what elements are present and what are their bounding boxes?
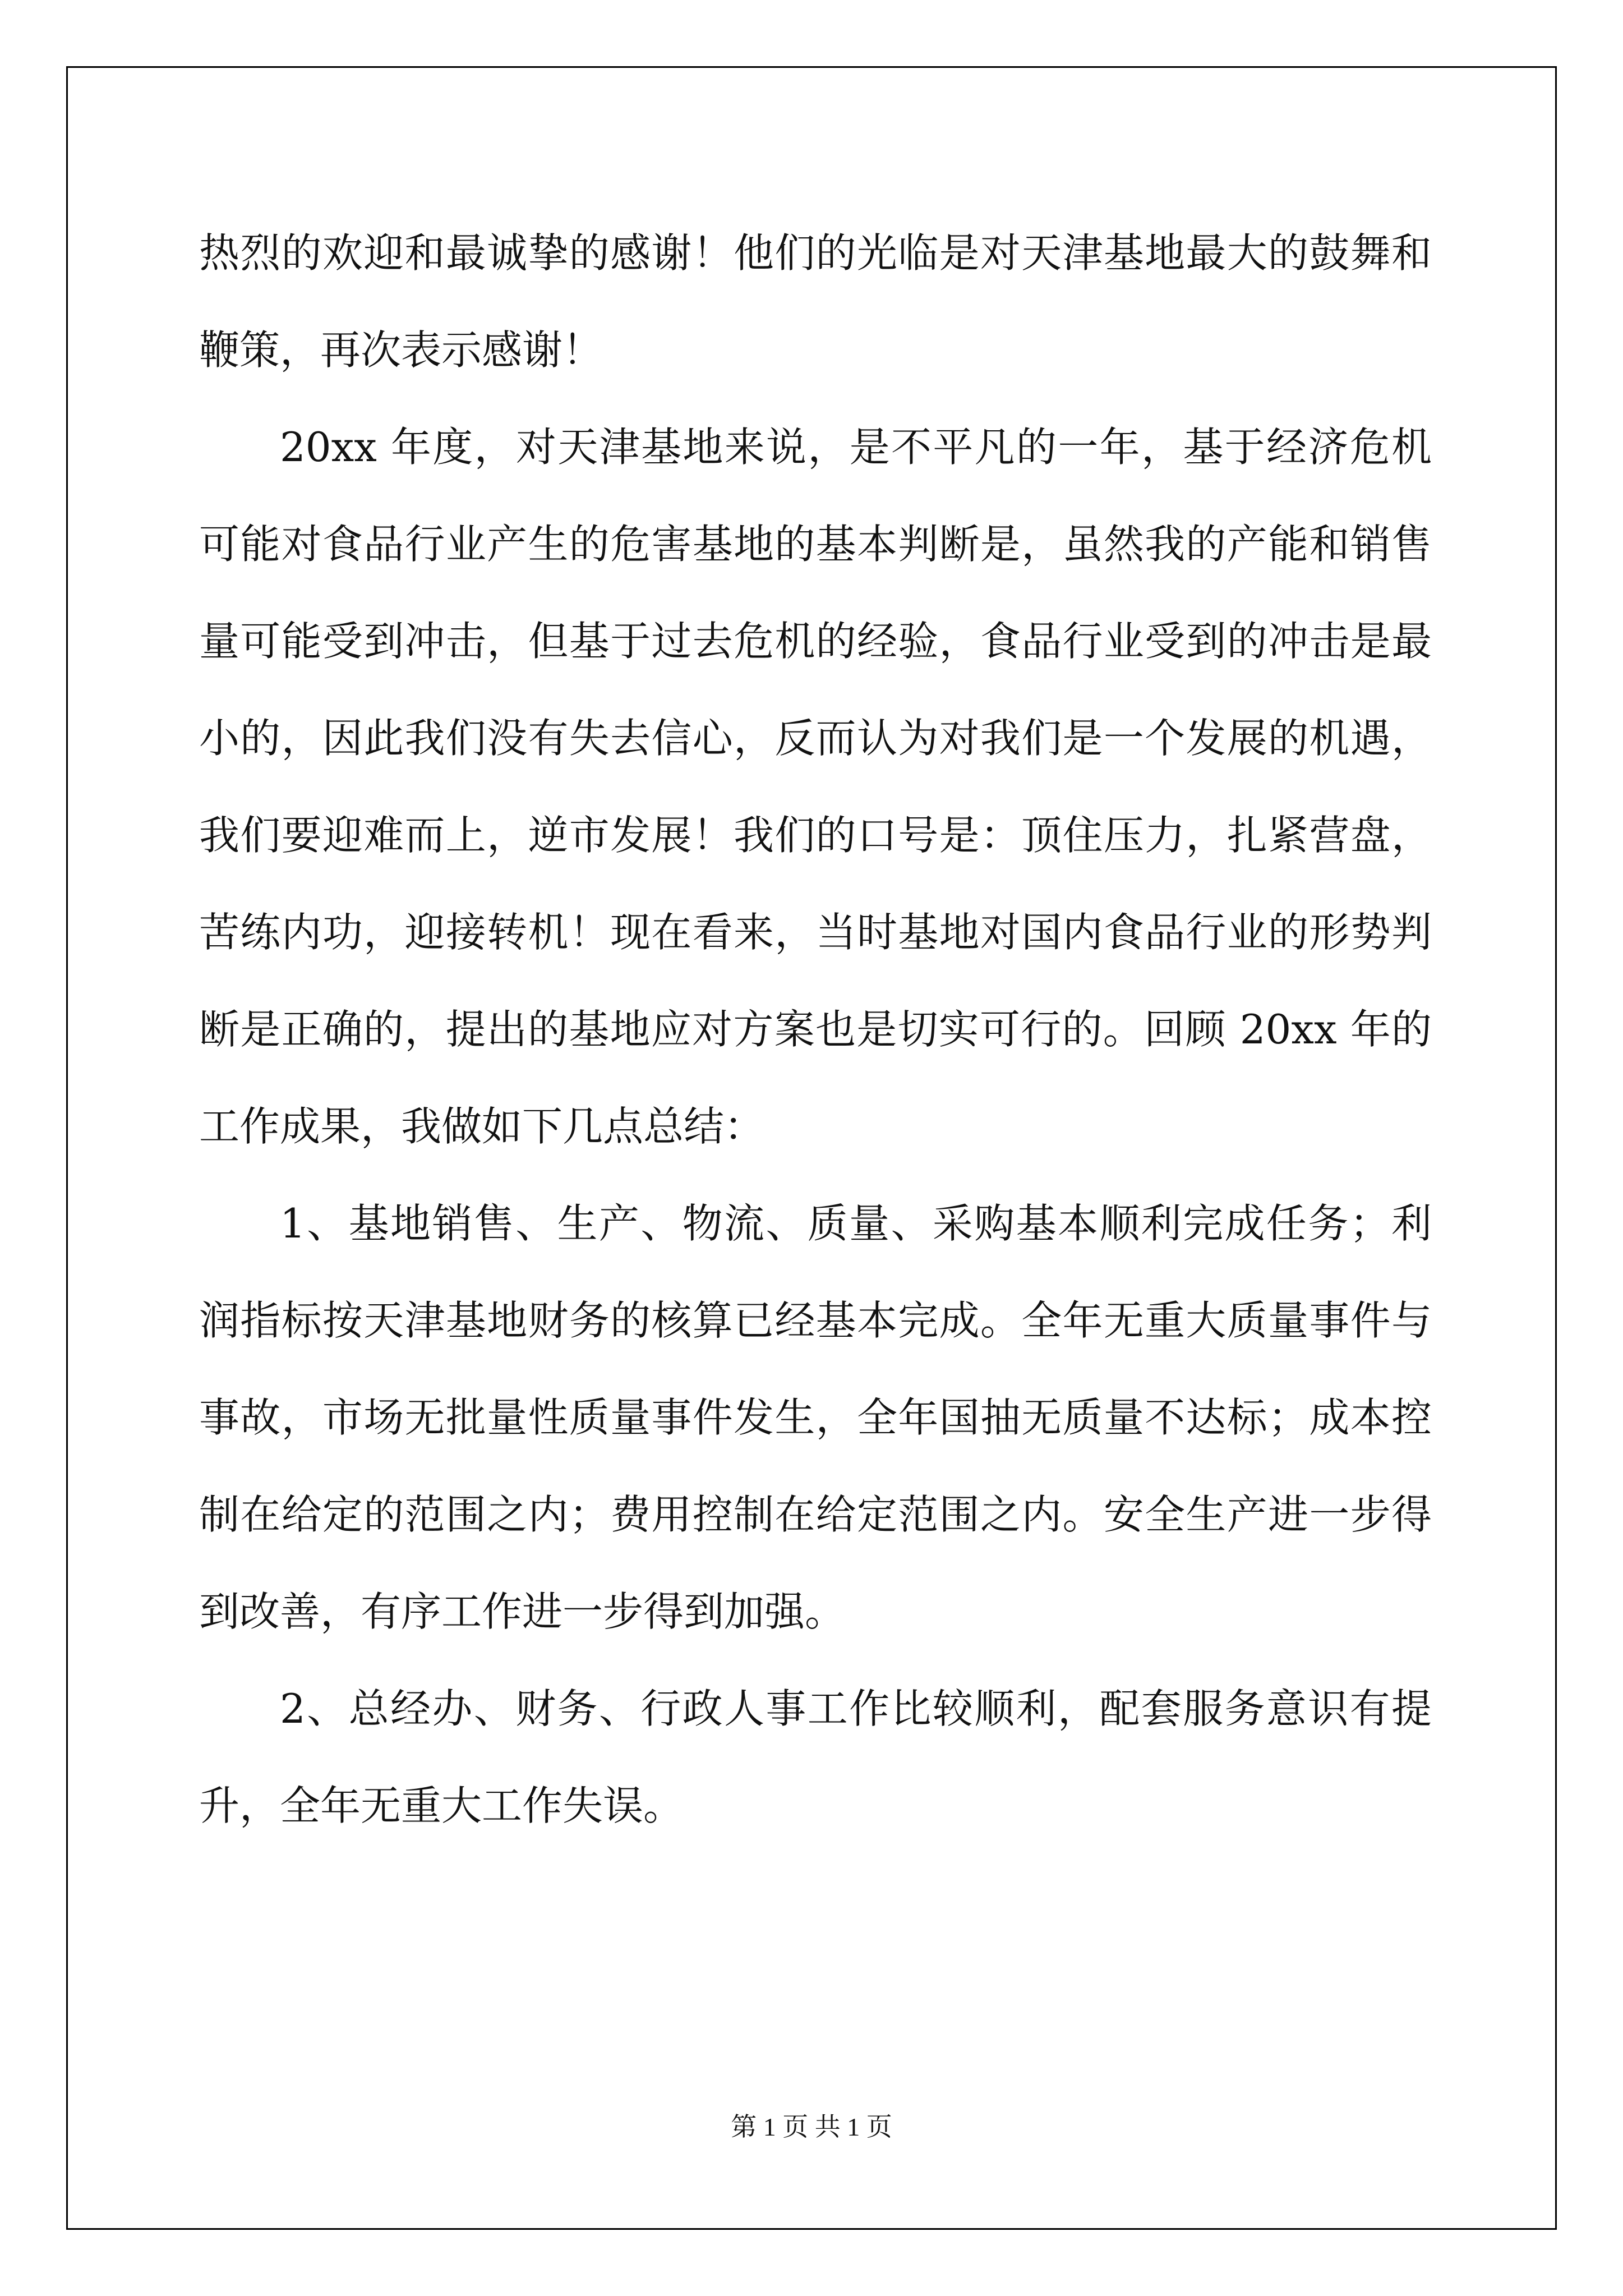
paragraph-annual-overview: 20xx 年度，对天津基地来说，是不平凡的一年，基于经济危机可能对食品行业产生的危害基地的基本判断是，虽然我的产能和销售量可能受到冲击，但基于过去危机的经验，食品行业受到的冲击是最小的，因此我们没有失去信心，反而认为对我们是一个发展的机遇，我们要迎难而上，逆市发展！我们的口号是：顶住压力，扎紧营盘，苦练内功，迎接转机！现在看来，当时基地对国内食品行业的形势判断是正确的，提出的基地应对方案也是切实可行的。回顾 20xx 年的工作成果，我做如下几点总结： — [199, 424, 1432, 1150]
paragraph-continuation: 热烈的欢迎和最诚挚的感谢！他们的光临是对天津基地最大的鼓舞和鞭策，再次表示感谢！ — [199, 229, 1432, 374]
page-number-footer: 第 1 页 共 1 页 — [731, 2113, 892, 2141]
paragraph-point-2: 2、总经办、财务、行政人事工作比较顺利，配套服务意识有提升，全年无重大工作失误。 — [199, 1685, 1432, 1829]
paragraph-point-1: 1、基地销售、生产、物流、质量、采购基本顺利完成任务；利润指标按天津基地财务的核算已经基本完成。全年无重大质量事件与事故，市场无批量性质量事件发生，全年国抽无质量不达标；成本控制在给定的范围之内；费用控制在给定范围之内。安全生产进一步得到改善，有序工作进一步得到加强。 — [199, 1200, 1432, 1635]
document-body — [199, 205, 1432, 1855]
